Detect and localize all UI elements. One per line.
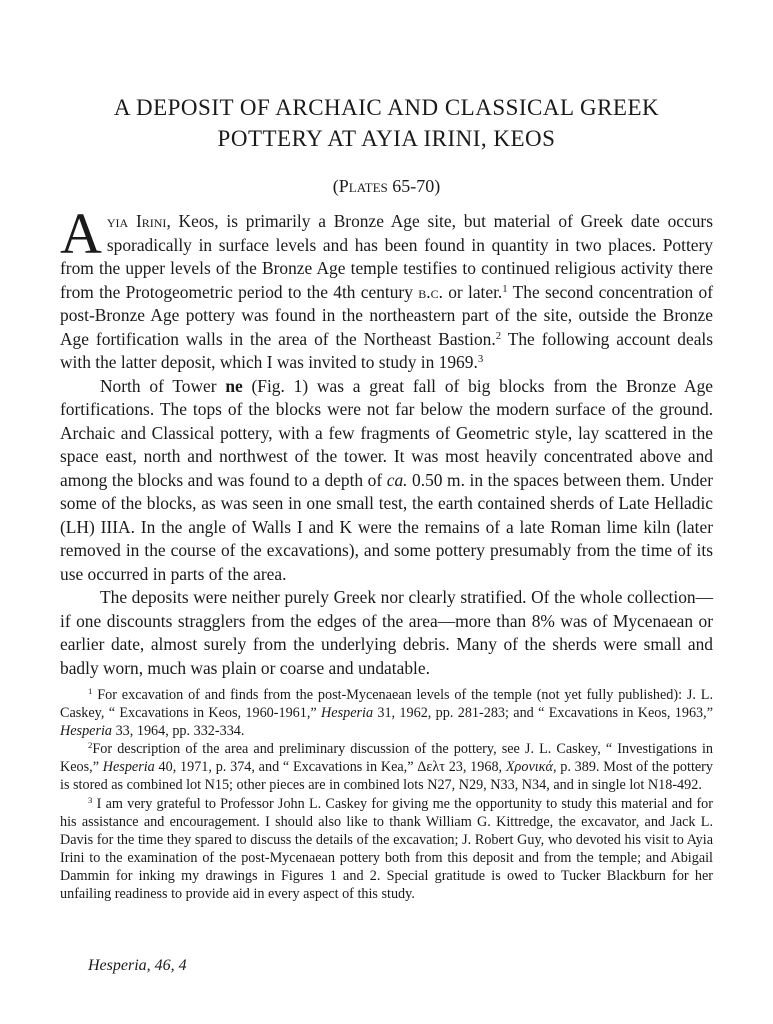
- footnote-2: [60, 740, 713, 794]
- footnote-ref-1[interactable]: 1: [502, 282, 508, 295]
- text-run: 40, 1971, p. 374, and “ Excavations in Kea,” Δελτ 23, 1968,: [154, 759, 506, 776]
- plates-reference: (Plates 65-70): [332, 176, 441, 196]
- footnote-3-number: 3: [88, 794, 93, 805]
- drop-cap: A: [60, 201, 102, 266]
- paragraph-1: [60, 201, 714, 375]
- footnote-1: [60, 686, 713, 740]
- circa-abbrev: ca.: [386, 469, 408, 490]
- journal-title: Hesperia: [60, 723, 113, 740]
- text-run: I am very grateful to Professor John L. Caskey for giving me the opportunity to study this material and for his assistance and encouragement. I should also like to thank William G. Kittredge, the excavator, and Jack L. Davis for the time they spared to discuss the details of the excavation; J. Robert Guy, who devoted his visit to Ayia Irini to the examination of the post-Mycenaean pottery both from this deposit and from the temple; and Abigail Dammin for inking my drawings in Figures 1 and 2. Special gratitude is owed to Tucker Blackburn for her unfailing readiness to provide aid in every aspect of this study.: [60, 795, 713, 903]
- text-run: The second concentration of post-Bronze Age pottery was found in the northeastern part of the site, outside the Bronze Age fortification walls in the area of the Northeast Bastion.: [60, 281, 713, 349]
- text-run: , p. 389. Most of the pottery is stored as combined lot N15; other pieces are in combined lots N27, N29, N33, N34, and in single lot N18-492.: [60, 759, 714, 794]
- footnote-ref-3[interactable]: 3: [477, 353, 484, 366]
- text-run: For description of the area and preliminary discussion of the pottery, see J. L. Caskey, “ Investigations in Keos,”: [60, 741, 713, 776]
- footnote-3: [60, 795, 713, 904]
- text-run: (Fig. 1) was a great fall of big blocks from the Bronze Age fortifications. The tops of the blocks were not far below the modern surface of the ground. Archaic and Classical pottery, with a few fragments of Geometric style, lay scattered in the space east, north and northwest of the tower. It was most heavily concentrated above and among the blocks and was found to a depth of: [60, 375, 713, 490]
- text-run: 33, 1964, pp. 332-334.: [112, 723, 245, 740]
- footnote-1-number: 1: [88, 686, 93, 697]
- article-body: [60, 201, 714, 680]
- journal-title: Hesperia: [102, 759, 155, 776]
- footnote-2-number: 2: [88, 740, 93, 751]
- journal-footer: Hesperia, 46, 4: [88, 957, 187, 974]
- bc-abbrev: b.c.: [418, 281, 443, 302]
- text-run: or later.: [442, 281, 503, 302]
- footnotes: [60, 686, 713, 903]
- lead-small-caps: yia Irini: [106, 211, 167, 231]
- text-run: North of Tower: [100, 375, 226, 396]
- greek-title: Χρονικά: [505, 759, 553, 776]
- paragraph-3: The deposits were neither purely Greek nor clearly stratified. Of the whole collection—if one discounts stragglers from the edges of the area—more than 8% was of Mycenaean or earlier date, almost surely from the underlying debris. Many of the sherds were small and badly worn, much was plain or coarse and undatable.: [60, 587, 713, 678]
- title-line-1: A DEPOSIT OF ARCHAIC AND CLASSICAL GREEK: [113, 95, 660, 120]
- text-run: , Keos, is primarily a Bronze Age site, but material of Greek date occurs sporadically in surface levels and has been found in quantity in two places. Pottery from the upper levels of the Bronze Age temple testifies to continued religious activity there from the Protogeometric period to the 4th century: [60, 211, 713, 302]
- tower-label: ne: [225, 375, 243, 396]
- text-run: The following account deals with the latter deposit, which I was invited to study in 1969.: [60, 328, 714, 372]
- footnote-ref-2[interactable]: 2: [495, 329, 502, 342]
- article-title: [60, 92, 713, 154]
- text-run: 0.50 m. in the spaces between them. Under some of the blocks, as was seen in one small test, the earth contained sherds of Late Helladic (LH) IIIA. In the angle of Walls I and K were the remains of a late Roman lime kiln (later removed in the course of the excavations), and some pottery presumably from the time of its use occurred in parts of the area.: [60, 469, 713, 584]
- journal-title: Hesperia: [321, 705, 374, 722]
- paragraph-2: [60, 375, 713, 587]
- title-line-2: POTTERY AT AYIA IRINI, KEOS: [217, 126, 556, 151]
- text-run: For excavation of and finds from the post-Mycenaean levels of the temple (not yet fully published): J. L. Caskey, “ Excavations in Keos, 1960-1961,”: [60, 687, 713, 722]
- text-run: 31, 1962, pp. 281-283; and “ Excavations in Keos, 1963,”: [373, 705, 713, 722]
